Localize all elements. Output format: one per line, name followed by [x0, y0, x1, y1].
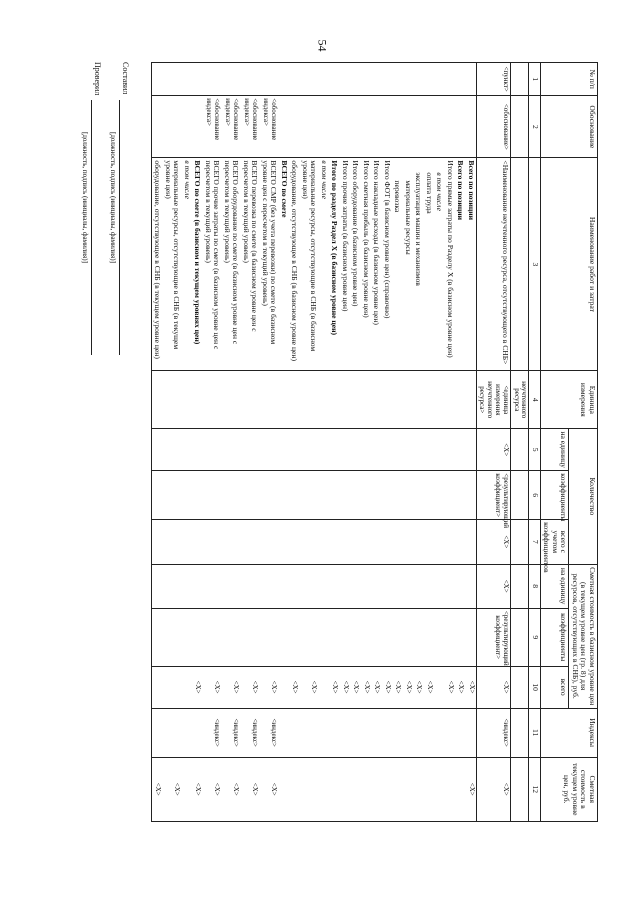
summary-c11: [318, 708, 329, 757]
col-number: 1: [529, 63, 541, 96]
summary-row: [402, 63, 413, 822]
col-number: 11: [529, 708, 541, 757]
total-c11: [181, 708, 192, 757]
total-c11: <индекс>: [221, 708, 240, 757]
total-c12: <X>: [240, 757, 259, 821]
summary-row: [360, 63, 371, 822]
rotated-estimate-page: [33, 62, 598, 822]
summary-c10: <X>: [413, 666, 424, 708]
resource-row: [476, 63, 510, 822]
total-basis: <обоснование индекса>: [240, 96, 259, 158]
summary-c11: [392, 708, 403, 757]
composed-row: [102, 62, 130, 822]
total-c10: [181, 666, 192, 708]
summary-c12: [289, 757, 300, 821]
estimate-table: [151, 62, 598, 822]
header-cost-current: Сметная стоимость в текущем уровне цен, руб.: [541, 757, 598, 821]
header-q-total-coef: всего с учетом коэффициентов: [541, 520, 570, 564]
summary-c12: [392, 757, 403, 821]
total-basis: [192, 96, 203, 158]
summary-row: [381, 63, 392, 822]
summary-c12: [402, 757, 413, 821]
col-number: 5: [529, 429, 541, 471]
total-basis: [162, 96, 181, 158]
summary-c11: [402, 708, 413, 757]
header-q-coef: коэффициенты: [541, 471, 570, 520]
section-unit-row: [510, 63, 529, 822]
summary-c12: [339, 757, 350, 821]
col-number: 6: [529, 471, 541, 520]
summary-c11: [455, 708, 466, 757]
summary-row: [329, 63, 340, 822]
summary-row: [392, 63, 403, 822]
summary-text: Итого по разделу Раздел X (в базисном уровне цен): [329, 158, 340, 371]
total-c12: <X>: [202, 757, 221, 821]
total-c10: <X>: [202, 666, 221, 708]
col-number: 12: [529, 757, 541, 821]
summary-text: Итого ФОТ (в базисном уровне цен) (справочно): [381, 158, 392, 371]
header-cost-basis: Сметная стоимость в базисном уровне цен (в текущем уровне цен (гр. 8) для ресурсов, отсутствующих в СНБ), руб.: [569, 564, 598, 708]
total-text: ВСЕГО СМР (без учета перевозки) по смете (в базисном уровне цен с пересчетом в текущий уровень): [259, 158, 278, 371]
total-c12: <X>: [192, 757, 203, 821]
summary-c10: <X>: [360, 666, 371, 708]
summary-text: Всего по позиции: [465, 158, 476, 371]
summary-text: оборудование, отсутствующее в СНБ (в базисном уровне цен): [289, 158, 300, 371]
summary-c10: <X>: [371, 666, 382, 708]
composed-label: Составил: [121, 62, 130, 95]
checked-label: Проверил: [93, 62, 102, 96]
resource-unit: <единица измерения неучтенного ресурса>: [476, 371, 510, 429]
total-text: в том числе: [181, 158, 192, 371]
resource-basis: <обоснование>: [476, 96, 510, 158]
resource-c-coef: <результирующий коэффициент>: [476, 608, 510, 666]
col-number: 10: [529, 666, 541, 708]
summary-c12: [350, 757, 361, 821]
col-number: 2: [529, 96, 541, 158]
summary-c10: [434, 666, 445, 708]
summary-c11: [381, 708, 392, 757]
resource-c-per-unit: <X>: [476, 564, 510, 608]
total-c12: <X>: [259, 757, 278, 821]
total-row: [181, 63, 192, 822]
estimate-body: [151, 63, 529, 822]
total-row: [240, 63, 259, 822]
header-c-coef: коэффициенты: [541, 608, 570, 666]
total-basis: <обоснование индекса>: [202, 96, 221, 158]
resource-q-per-unit: <X>: [476, 429, 510, 471]
summary-c10: <X>: [402, 666, 413, 708]
summary-c10: [278, 666, 289, 708]
summary-c12: <X>: [465, 757, 476, 821]
summary-c11: [329, 708, 340, 757]
total-c12: <X>: [151, 757, 162, 821]
summary-row: [455, 63, 466, 822]
total-basis: <обоснование индекса>: [221, 96, 240, 158]
summary-row: [423, 63, 434, 822]
total-c11: <индекс>: [259, 708, 278, 757]
total-row: [151, 63, 162, 822]
header-q-per-unit: на единицу: [541, 429, 570, 471]
summary-c12: [371, 757, 382, 821]
resource-index: <индекс>: [476, 708, 510, 757]
summary-c11: [350, 708, 361, 757]
total-basis: [181, 96, 192, 158]
composed-signature-line: [119, 100, 120, 355]
summary-text: эксплуатация машин и механизмов: [413, 158, 424, 371]
summary-c11: [278, 708, 289, 757]
col-number: 8: [529, 564, 541, 608]
total-row: [192, 63, 203, 822]
summary-c11: [360, 708, 371, 757]
total-text: ВСЕГО прочие затраты по смете (в базисном уровне цен с пересчетом в текущий уровень): [202, 158, 221, 371]
summary-c11: [444, 708, 455, 757]
header-index: Индексы: [541, 708, 598, 757]
summary-c10: <X>: [392, 666, 403, 708]
header-c-per-unit: на единицу: [541, 564, 570, 608]
summary-text: оплата труда: [423, 158, 434, 371]
total-c12: <X>: [221, 757, 240, 821]
summary-c11: [339, 708, 350, 757]
total-c10: [151, 666, 162, 708]
total-c12: [181, 757, 192, 821]
summary-c11: [371, 708, 382, 757]
header-name: Наименование работ и затрат: [541, 158, 598, 371]
summary-text: в том числе: [318, 158, 329, 371]
header-row-1: [569, 63, 598, 822]
summary-text: ВСЕГО по смете: [278, 158, 289, 371]
summary-c10: <X>: [381, 666, 392, 708]
checked-signature-line: [91, 100, 92, 355]
total-basis: <обоснование индекса>: [259, 96, 278, 158]
total-c11: <индекс>: [202, 708, 221, 757]
resource-cost-current: <X>: [476, 757, 510, 821]
summary-row: [299, 63, 318, 822]
summary-c10: <X>: [289, 666, 300, 708]
header-unit: Единица измерения: [541, 371, 598, 429]
total-c11: [151, 708, 162, 757]
summary-c11: [434, 708, 445, 757]
summary-row: [444, 63, 455, 822]
summary-c12: [360, 757, 371, 821]
summary-c12: [318, 757, 329, 821]
summary-c12: [381, 757, 392, 821]
total-c10: <X>: [192, 666, 203, 708]
summary-c12: [455, 757, 466, 821]
total-row: [221, 63, 240, 822]
resource-num: <пункт>: [476, 63, 510, 96]
summary-text: Итого оборудование (в базисном уровне цен): [350, 158, 361, 371]
summary-c11: [289, 708, 300, 757]
summary-text: материальные ресурсы: [402, 158, 413, 371]
summary-row: [278, 63, 289, 822]
summary-c10: <X>: [423, 666, 434, 708]
total-c10: <X>: [259, 666, 278, 708]
col-number: 4: [529, 371, 541, 429]
col-number: 7: [529, 520, 541, 564]
resource-c-total: <X>: [476, 666, 510, 708]
summary-c10: <X>: [465, 666, 476, 708]
column-number-row: [529, 63, 541, 822]
summary-c12: [299, 757, 318, 821]
summary-c11: [413, 708, 424, 757]
summary-text: в том числе: [434, 158, 445, 371]
summary-c11: [465, 708, 476, 757]
summary-row: [413, 63, 424, 822]
resource-q-coef: <результирующий коэффициент>: [476, 471, 510, 520]
col-number: 9: [529, 608, 541, 666]
summary-text: Итого прочие затраты (в базисном уровне цен): [339, 158, 350, 371]
resource-q-total: <X>: [476, 520, 510, 564]
summary-text: перевозка: [392, 158, 403, 371]
summary-row: [318, 63, 329, 822]
total-row: [202, 63, 221, 822]
summary-row: [465, 63, 476, 822]
total-c11: [162, 708, 181, 757]
total-c10: <X>: [221, 666, 240, 708]
summary-c10: <X>: [350, 666, 361, 708]
summary-c10: <X>: [455, 666, 466, 708]
total-text: оборудование, отсутствующее в СНБ (в текущем уровне цен): [151, 158, 162, 371]
summary-row: [339, 63, 350, 822]
col-number: 3: [529, 158, 541, 371]
summary-c12: [444, 757, 455, 821]
summary-row: [371, 63, 382, 822]
page-number: 54: [315, 39, 330, 52]
summary-c12: [413, 757, 424, 821]
total-c10: [162, 666, 181, 708]
total-c10: <X>: [240, 666, 259, 708]
summary-text: материальные ресурсы, отсутствующие в СНБ (в базисном уровне цен): [299, 158, 318, 371]
summary-c10: [318, 666, 329, 708]
summary-c10: <X>: [329, 666, 340, 708]
summary-c12: [329, 757, 340, 821]
total-text: ВСЕГО оборудование по смете (в базисном уровне цен с пересчетом в текущий уровень): [221, 158, 240, 371]
header-basis: Обоснование: [541, 96, 598, 158]
total-c11: <индекс>: [240, 708, 259, 757]
summary-row: [289, 63, 300, 822]
signature-footer: [74, 62, 130, 822]
summary-c12: [434, 757, 445, 821]
summary-c10: <X>: [299, 666, 318, 708]
summary-text: Итого прямые затраты по Разделу X (в базисном уровне цен): [444, 158, 455, 371]
summary-row: [434, 63, 445, 822]
section-unit: неучтенного ресурса: [510, 371, 529, 429]
summary-text: Всего по позиции: [455, 158, 466, 371]
total-text: ВСЕГО по смете (в базисном и текущем уровнях цен): [192, 158, 203, 371]
summary-c11: [299, 708, 318, 757]
summary-text: Итого сметная прибыль (в базисном уровне цен): [360, 158, 371, 371]
summary-c11: [423, 708, 434, 757]
total-basis: [151, 96, 162, 158]
header-quantity: Количество: [569, 429, 598, 564]
total-text: ВСЕГО перевозка по смете (в базисном уровне цен с пересчетом в текущий уровень): [240, 158, 259, 371]
total-c11: [192, 708, 203, 757]
checked-row: [74, 62, 102, 822]
total-row: [259, 63, 278, 822]
total-text: материальные ресурсы, отсутствующие в СНБ (в текущем уровне цен): [162, 158, 181, 371]
composed-hint: [должность, подпись (инициалы, фамилия)]: [109, 132, 117, 263]
summary-c12: [423, 757, 434, 821]
checked-hint: [должность, подпись (инициалы, фамилия)]: [81, 132, 89, 263]
summary-c10: <X>: [339, 666, 350, 708]
total-c12: <X>: [162, 757, 181, 821]
summary-text: Итого накладные расходы (в базисном уровне цен): [371, 158, 382, 371]
header-c-total: всего: [541, 666, 570, 708]
summary-c10: <X>: [444, 666, 455, 708]
summary-c12: [278, 757, 289, 821]
resource-name: <Наименование неучтенного ресурса, отсутствующего в СНБ>: [476, 158, 510, 371]
total-row: [162, 63, 181, 822]
header-num: № п/п: [541, 63, 598, 96]
summary-row: [350, 63, 361, 822]
